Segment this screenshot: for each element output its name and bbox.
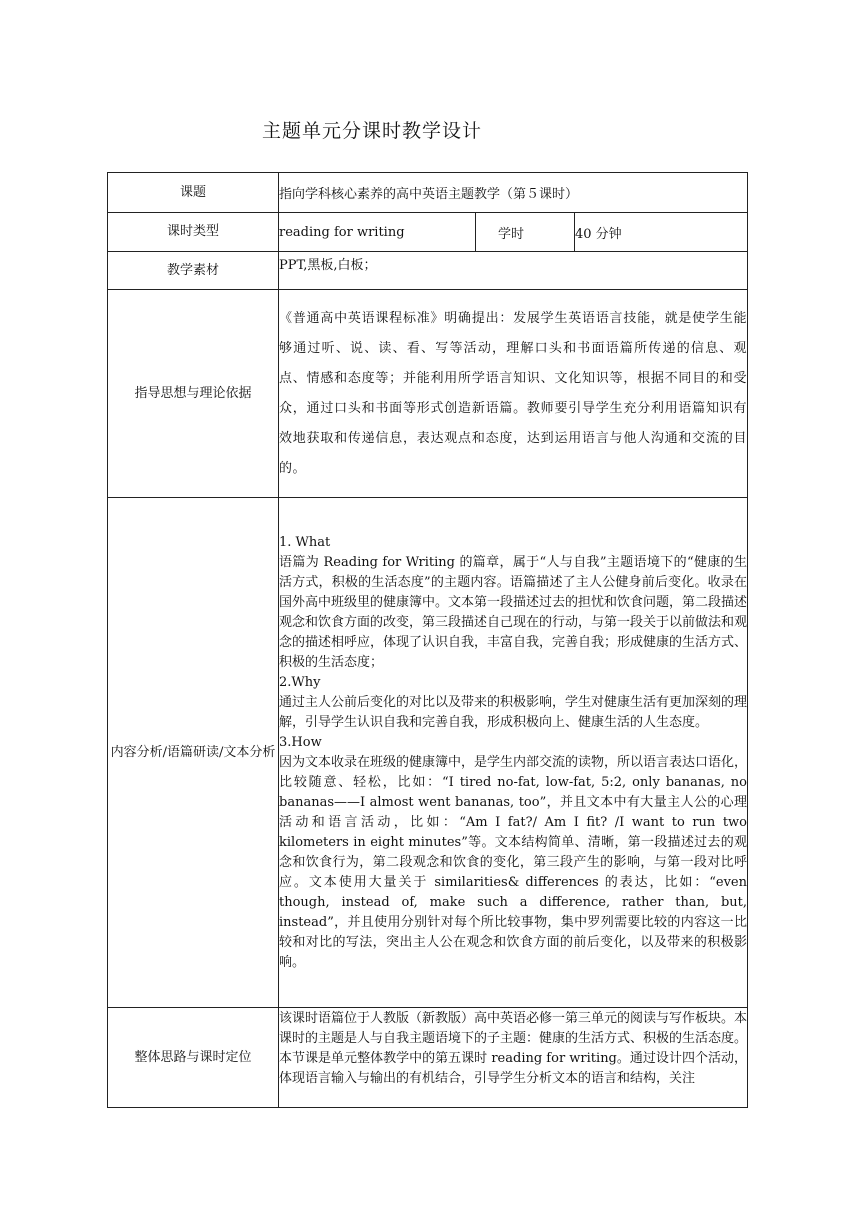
why-text: 通过主人公前后变化的对比以及带来的积极影响，学生对健康生活有更加深刻的理解，引导学生认识自我和完善自我，形成积极向上、健康生活的人生态度。 <box>279 694 748 730</box>
overall-design-cell <box>279 1008 748 1108</box>
row-guiding-theory <box>108 290 748 498</box>
topic-value: 指向学科核心素养的高中英语主题教学（第５课时） <box>279 173 748 213</box>
row-lesson-type <box>108 213 748 252</box>
row-topic <box>108 173 748 213</box>
row-overall-design <box>108 1008 748 1108</box>
materials-label: 教学素材 <box>108 252 279 290</box>
how-heading: 3.How <box>279 734 322 750</box>
page-title: 主题单元分课时教学设计 <box>262 120 483 142</box>
materials-value: PPT,黑板,白板； <box>279 252 748 290</box>
lesson-plan-table <box>107 172 748 1108</box>
what-heading: 1. What <box>279 534 331 550</box>
lesson-type-label: 课时类型 <box>108 213 279 252</box>
hours-label: 学时 <box>476 213 575 252</box>
guiding-theory-label: 指导思想与理论依据 <box>108 290 279 498</box>
row-content-analysis <box>108 498 748 1008</box>
lesson-type-value: reading for writing <box>279 213 476 252</box>
why-heading: 2.Why <box>279 674 321 690</box>
how-text: 因为文本收录在班级的健康簿中，是学生内部交流的读物，所以语言表达口语化，比较随意、轻松，比如：“I tired no-fat, low-fat, 5:2, only bananas, no bananas——I almost went bananas, too”，并且文本中有大量主人公的心理活动和语言活动，比如：“Am I fat?/ Am I fit? /I want to run two kilometers in eight minutes”等。文本结构简单、清晰，第一段描述过去的观念和饮食行为，第二段观念和饮食的变化，第三段产生的影响，与第一段对比呼应。文本使用大量关于 similarities& differences 的表达，比如：“even though, instead of, make such a difference, rather than, but, instead”，并且使用分别针对每个所比较事物，集中罗列需要比较的内容这一比较和对比的写法，突出主人公在观念和饮食方面的前后变化，以及带来的积极影响。 <box>279 754 748 970</box>
overall-design-label: 整体思路与课时定位 <box>108 1008 279 1108</box>
overall-design-text: 该课时语篇位于人教版（新教版）高中英语必修一第三单元的阅读与写作板块。本课时的主题是人与自我主题语境下的子主题：健康的生活方式、积极的生活态度。本节课是单元整体教学中的第五课时 reading for writing。通过设计四个活动，体现语言输入与输出的有机结合，引导学生分析文本的语言和结构，关注 <box>279 1010 748 1086</box>
content-analysis-label: 内容分析/语篇研读/文本分析 <box>108 498 279 1008</box>
what-text: 语篇为 Reading for Writing 的篇章，属于“人与自我”主题语境下的“健康的生活方式，积极的生活态度”的主题内容。语篇描述了主人公健身前后变化。收录在国外高中班级里的健康簿中。文本第一段描述过去的担忧和饮食问题，第二段描述观念和饮食方面的改变，第三段描述自己现在的行动，与第一段关于以前做法和观念的描述相呼应，体现了认识自我，丰富自我，完善自我；形成健康的生活方式、积极的生活态度； <box>279 554 748 670</box>
topic-label: 课题 <box>108 173 279 213</box>
row-materials <box>108 252 748 290</box>
guiding-theory-text: 《普通高中英语课程标准》明确提出：发展学生英语语言技能，就是使学生能够通过听、说、读、看、写等活动，理解口头和书面语篇所传递的信息、观点、情感和态度等；并能利用所学语言知识、文化知识等，根据不同目的和受众，通过口头和书面等形式创造新语篇。教师要引导学生充分利用语篇知识有效地获取和传递信息，表达观点和态度，达到运用语言与他人沟通和交流的目的。 <box>279 290 748 498</box>
content-analysis-body <box>279 498 748 1008</box>
hours-value: 40 分钟 <box>575 213 748 252</box>
